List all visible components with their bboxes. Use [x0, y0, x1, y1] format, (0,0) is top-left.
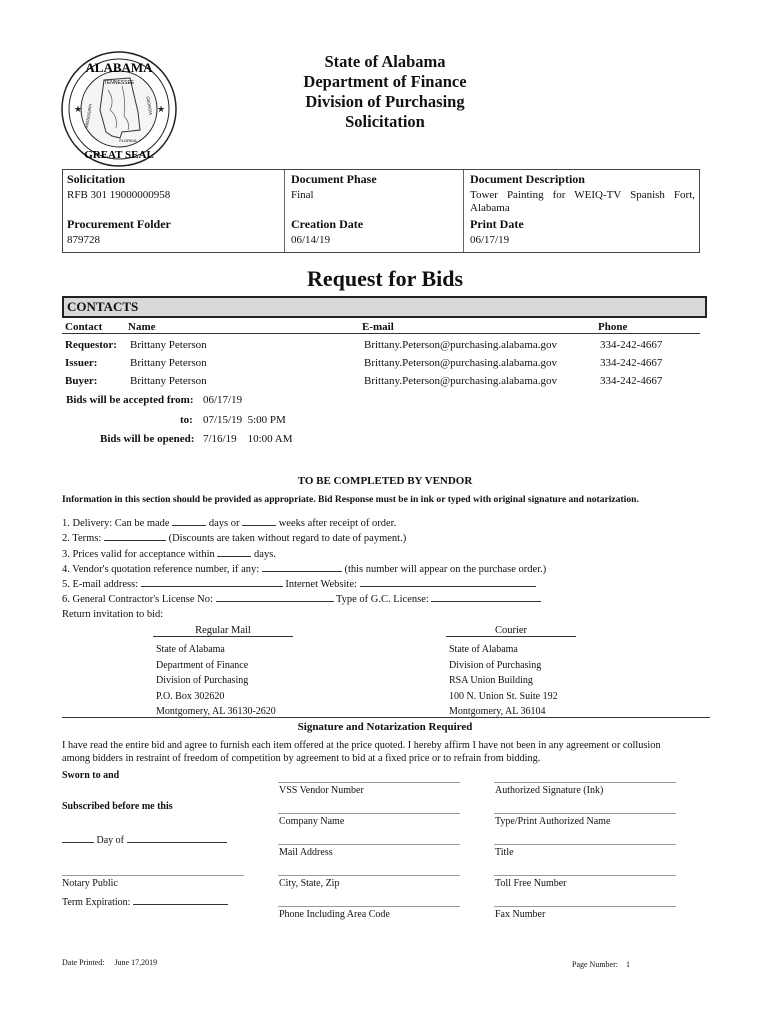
solicitation-label: Solicitation	[67, 172, 126, 186]
courier-address	[449, 642, 558, 720]
page-title: Request for Bids	[306, 266, 464, 291]
term-expiration-label: Term Expiration:	[62, 897, 131, 908]
document-description-value-1: Tower Painting for WEIQ-TV Spanish Fort,	[470, 189, 695, 201]
svg-text:★: ★	[74, 104, 83, 114]
contact-email[interactable]: Brittany.Peterson@purchasing.alabama.gov	[364, 339, 558, 351]
bids-accepted-label: Bids will be accepted from:	[66, 394, 194, 406]
document-phase-label: Document Phase	[291, 172, 377, 186]
day-of-label: Day of	[96, 835, 124, 846]
page-number-label: Page Number:	[572, 960, 618, 969]
contact-phone: 334-242-4667	[600, 357, 663, 369]
vss-vendor-number-label: VSS Vendor Number	[279, 785, 364, 796]
item2-label: 2. Terms:	[62, 533, 102, 545]
contact-phone: 334-242-4667	[600, 375, 663, 387]
city-state-zip-label: City, State, Zip	[279, 878, 340, 889]
license-field[interactable]	[216, 591, 334, 602]
page-number-value: 1	[626, 960, 630, 969]
seal-top-text: ALABAMA	[85, 60, 153, 75]
address-line: Montgomery, AL 36130-2620	[156, 706, 276, 717]
email-field[interactable]	[141, 576, 283, 587]
company-name-field[interactable]	[278, 813, 460, 814]
date-printed-value: June 17,2019	[114, 958, 158, 967]
header-state: State of Alabama	[324, 52, 446, 71]
bids-to-value: 07/15/19 5:00 PM	[203, 414, 286, 426]
item6-mid: Type of G.C. License:	[335, 594, 429, 606]
authorized-name-field[interactable]	[494, 813, 676, 814]
phone-field[interactable]	[278, 906, 460, 907]
header-doc-type: Solicitation	[345, 112, 425, 131]
item2-end: (Discounts are taken without regard to date of payment.)	[168, 533, 407, 545]
creation-date-value: 06/14/19	[291, 234, 331, 246]
document-phase-value: Final	[291, 189, 314, 201]
return-label: Return invitation to bid:	[62, 608, 164, 620]
seal-inner-tn: TENNESSEE	[103, 80, 135, 86]
vendor-section-heading: TO BE COMPLETED BY VENDOR	[297, 475, 473, 487]
seal-inner-ga: GEORGIA	[145, 96, 154, 116]
footer-page	[572, 960, 630, 969]
procurement-folder-label: Procurement Folder	[67, 217, 171, 231]
signature-statement: I have read the entire bid and agree to furnish each item offered at the price quoted. I hereby affirm I have not been in any agreement or collusion among bidders in restraint of freedom of competition by agreement to bid at a fixed price or to refrain from bidding.	[62, 740, 661, 764]
item4-end: (this number will appear on the purchase order.)	[344, 563, 547, 575]
contact-email[interactable]: Brittany.Peterson@purchasing.alabama.gov	[364, 375, 558, 387]
title-label: Title	[495, 847, 514, 858]
footer-date	[62, 958, 157, 967]
address-line: Department of Finance	[156, 659, 249, 671]
bids-to-label: to:	[180, 414, 193, 426]
alabama-great-seal	[60, 50, 178, 168]
col-email: E-mail	[362, 321, 394, 333]
regular-mail-address	[156, 642, 276, 720]
seal-bottom-text: GREAT SEAL	[84, 149, 154, 161]
vendor-items	[62, 515, 546, 622]
bids-accepted-value: 06/17/19	[203, 394, 243, 406]
item1-mid: days or	[208, 518, 240, 529]
address-line: State of Alabama	[449, 644, 518, 655]
company-name-label: Company Name	[279, 816, 345, 827]
notary-signature-line[interactable]	[62, 875, 244, 876]
contacts-section-header: CONTACTS	[62, 296, 707, 318]
title-field[interactable]	[494, 844, 676, 845]
sworn-label: Sworn to and	[62, 770, 120, 781]
bids-opened-value: 7/16/19 10:00 AM	[203, 433, 293, 445]
contact-role: Requestor:	[65, 339, 117, 351]
item1-label: 1. Delivery: Can be made	[62, 518, 170, 529]
document-description-label: Document Description	[470, 172, 585, 186]
city-state-zip-field[interactable]	[278, 875, 460, 876]
col-contact: Contact	[65, 321, 103, 333]
mail-address-field[interactable]	[278, 844, 460, 845]
term-expiration-line	[62, 894, 228, 908]
authorized-name-label: Type/Print Authorized Name	[495, 816, 611, 827]
svg-text:★: ★	[157, 104, 166, 114]
address-line: State of Alabama	[156, 644, 225, 655]
item5-label: 5. E-mail address:	[62, 579, 139, 591]
contact-role: Issuer:	[65, 357, 98, 369]
mail-address-label: Mail Address	[279, 847, 333, 858]
signature-heading: Signature and Notarization Required	[297, 721, 473, 733]
document-description-value-2: Alabama	[470, 202, 510, 214]
seal-inner-fl: FLORIDA	[119, 138, 137, 143]
delivery-weeks-field[interactable]	[242, 515, 276, 526]
contact-role: Buyer:	[65, 375, 98, 387]
address-line: Division of Purchasing	[449, 659, 542, 671]
header-division: Division of Purchasing	[305, 92, 465, 111]
contact-name: Brittany Peterson	[130, 339, 207, 351]
item3-label: 3. Prices valid for acceptance within	[62, 548, 215, 560]
contact-name: Brittany Peterson	[130, 357, 207, 369]
contact-phone: 334-242-4667	[600, 339, 663, 351]
col-name: Name	[128, 321, 156, 333]
authorized-signature-field[interactable]	[494, 782, 676, 783]
courier-title: Courier	[446, 625, 576, 637]
seal-inner-ms: MISSISSIPPI	[83, 103, 94, 128]
terms-field[interactable]	[104, 530, 166, 541]
solicitation-info-box	[62, 169, 700, 253]
day-of-line	[62, 832, 227, 846]
regular-mail-title: Regular Mail	[153, 625, 293, 637]
address-line: 100 N. Union St. Suite 192	[449, 690, 558, 702]
quotation-ref-field[interactable]	[262, 561, 342, 572]
month-field[interactable]	[127, 832, 227, 843]
license-type-field[interactable]	[431, 591, 541, 602]
procurement-folder-value: 879728	[67, 234, 100, 246]
authorized-signature-label: Authorized Signature (Ink)	[495, 785, 604, 796]
term-expiration-field[interactable]	[133, 894, 228, 905]
notary-public-label: Notary Public	[62, 878, 118, 889]
item5-mid: Internet Website:	[285, 579, 357, 591]
item6-label: 6. General Contractor's License No:	[62, 594, 213, 606]
col-phone: Phone	[598, 321, 628, 333]
header-department: Department of Finance	[303, 72, 467, 91]
item3-end: days.	[254, 548, 276, 560]
day-field[interactable]	[62, 832, 94, 843]
phone-label: Phone Including Area Code	[279, 909, 390, 920]
address-line: Montgomery, AL 36104	[449, 706, 546, 717]
subscribed-label: Subscribed before me this	[62, 801, 173, 812]
item1-end: weeks after receipt of order.	[278, 518, 397, 529]
print-date-label: Print Date	[470, 217, 524, 231]
address-line: Division of Purchasing	[156, 675, 249, 686]
toll-free-label: Toll Free Number	[495, 878, 567, 889]
contact-name: Brittany Peterson	[130, 375, 207, 387]
creation-date-label: Creation Date	[291, 217, 364, 231]
print-date-value: 06/17/19	[470, 234, 510, 246]
contact-email[interactable]: Brittany.Peterson@purchasing.alabama.gov	[364, 357, 558, 369]
toll-free-field[interactable]	[494, 875, 676, 876]
date-printed-label: Date Printed:	[62, 958, 105, 967]
item4-label: 4. Vendor's quotation reference number, if any:	[62, 563, 260, 575]
fax-field[interactable]	[494, 906, 676, 907]
bids-opened-label: Bids will be opened:	[100, 433, 195, 445]
delivery-days-field[interactable]	[172, 515, 206, 526]
address-line: P.O. Box 302620	[156, 690, 225, 702]
prices-valid-field[interactable]	[217, 546, 251, 557]
vendor-info-note: Information in this section should be provided as appropriate. Bid Response must be in ink or typed with original signature and notarization.	[62, 494, 639, 505]
address-line: RSA Union Building	[449, 675, 533, 686]
vss-vendor-number-field[interactable]	[278, 782, 460, 783]
solicitation-value: RFB 301 19000000958	[67, 189, 171, 201]
fax-label: Fax Number	[495, 909, 546, 920]
website-field[interactable]	[360, 576, 536, 587]
header-block	[250, 52, 520, 132]
